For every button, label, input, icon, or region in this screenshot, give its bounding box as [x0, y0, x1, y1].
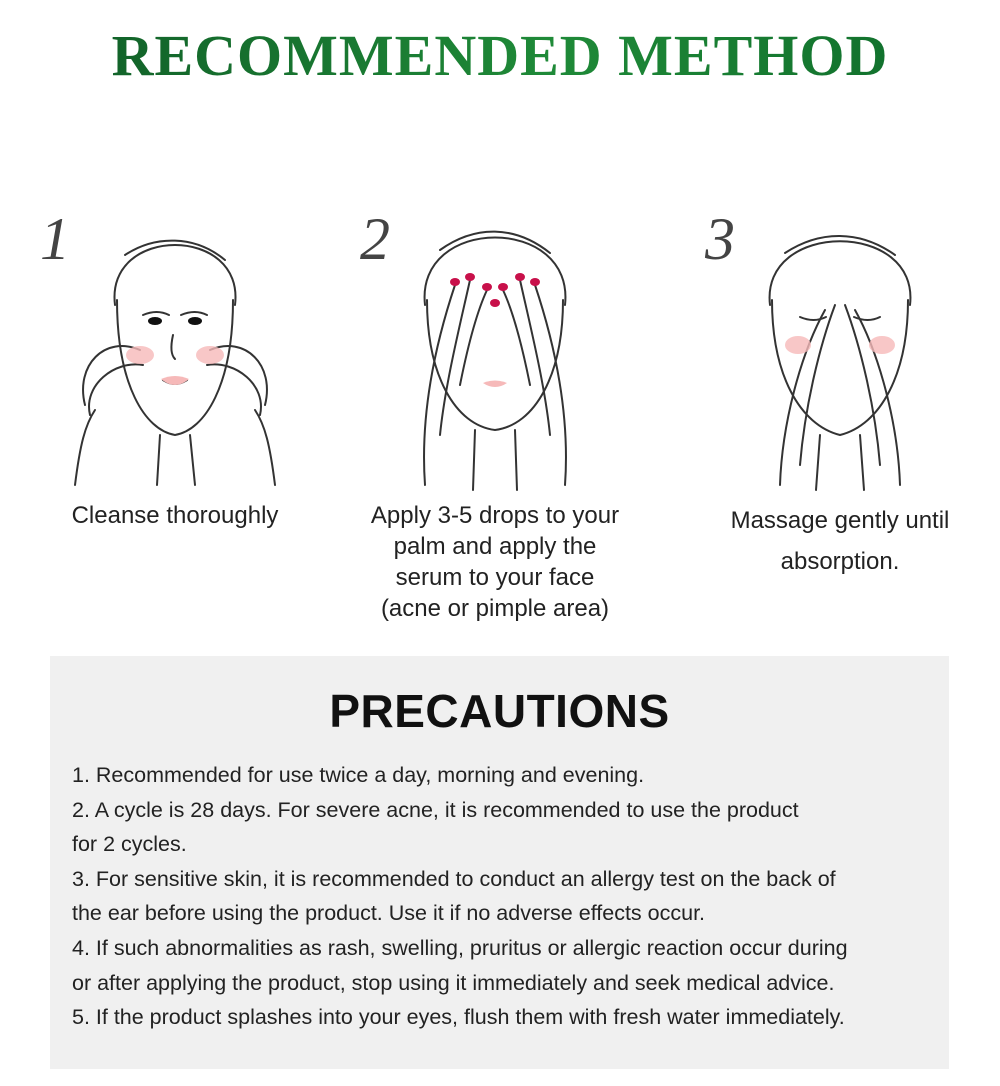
step-caption: Massage gently until absorption. [730, 507, 950, 575]
precautions-list [72, 758, 942, 1035]
page-title: RECOMMENDED METHOD [0, 22, 1000, 89]
step-2 [345, 175, 645, 635]
precaution-line: 3. For sensitive skin, it is recommended to conduct an allergy test on the back of [72, 866, 836, 891]
precaution-line: or after applying the product, stop using it immediately and seek medical advice. [72, 970, 835, 995]
precaution-line: the ear before using the product. Use it if no adverse effects occur. [72, 901, 706, 926]
step-1 [25, 175, 325, 635]
step-number: 1 [40, 206, 70, 272]
precaution-line: for 2 cycles. [72, 832, 187, 857]
step-number: 2 [360, 206, 390, 272]
face-cleansing-illustration [45, 185, 305, 495]
face-applying-serum-illustration [365, 185, 625, 495]
precaution-line: 5. If the product splashes into your eyes, flush them with fresh water immediately. [72, 1005, 845, 1030]
precautions-title: PRECAUTIONS [329, 685, 670, 737]
step-caption: Apply 3-5 drops to your palm and apply the serum to your face (acne or pimple area) [370, 502, 620, 622]
face-massage-illustration [710, 185, 970, 495]
step-number: 3 [705, 206, 735, 272]
step-3 [690, 175, 990, 635]
precautions-panel [50, 656, 949, 1069]
precaution-line: 2. A cycle is 28 days. For severe acne, it is recommended to use the product [72, 797, 799, 822]
precaution-line: 1. Recommended for use twice a day, morning and evening. [72, 763, 645, 787]
precaution-line: 4. If such abnormalities as rash, swelling, pruritus or allergic reaction occur during [72, 935, 848, 960]
step-caption: Cleanse thoroughly [71, 502, 279, 529]
